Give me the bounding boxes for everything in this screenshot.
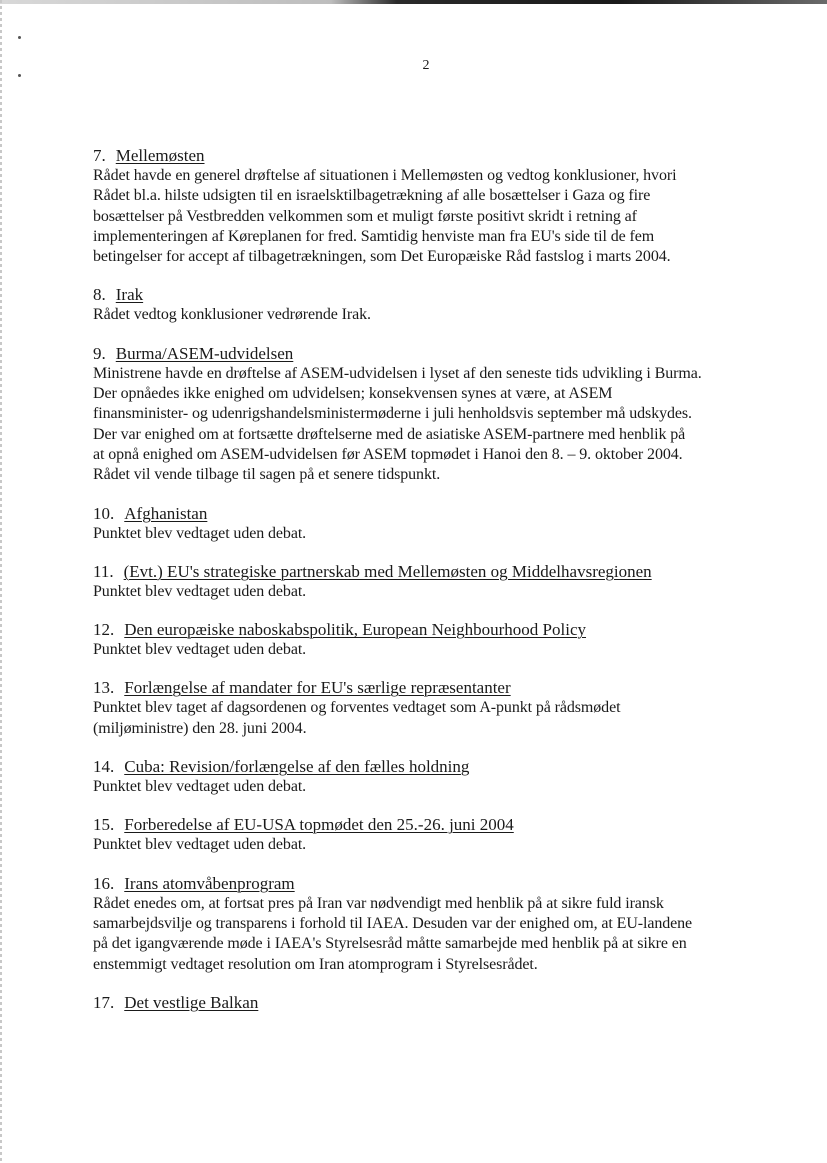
agenda-item-heading — [93, 815, 773, 835]
text-line: Punktet blev vedtaget uden debat. — [93, 836, 307, 854]
text-line: (miljøministre) den 28. juni 2004. — [93, 719, 307, 737]
agenda-item-title: Forberedelse af EU-USA topmødet den 25.-26. juni 2004 — [124, 815, 514, 835]
text-line: Der var enighed om at fortsætte drøftelserne med de asiatiske ASEM-partnere med henblik på — [93, 425, 686, 443]
document-body — [93, 146, 773, 1031]
agenda-item-number: 8. — [93, 285, 106, 305]
agenda-item-text — [93, 582, 773, 602]
agenda-item-text — [93, 894, 773, 975]
text-line: finansminister- og udenrigshandelsministermøderne i juli henholdsvis september må udskydes. — [93, 405, 692, 423]
agenda-item-text — [93, 698, 773, 739]
agenda-item-heading — [93, 993, 773, 1013]
agenda-item — [93, 562, 773, 602]
agenda-item-heading — [93, 562, 773, 582]
agenda-item-title: Irans atomvåbenprogram — [124, 873, 295, 893]
agenda-item-text — [93, 835, 773, 855]
agenda-item-title: Forlængelse af mandater for EU's særlige repræsentanter — [124, 678, 511, 698]
text-line: enstemmigt vedtaget resolution om Iran atomprogram i Styrelsesrådet. — [93, 955, 538, 973]
agenda-item-number: 9. — [93, 343, 106, 363]
text-line: Punktet blev vedtaget uden debat. — [93, 778, 307, 796]
agenda-item-title: Den europæiske naboskabspolitik, European Neighbourhood Policy — [124, 620, 587, 640]
agenda-item-number: 14. — [93, 757, 115, 777]
scan-speck — [18, 74, 21, 77]
text-line: implementeringen af Køreplanen for fred. Samtidig henviste man fra EU's side til de fem — [93, 227, 655, 245]
text-line: Punktet blev vedtaget uden debat. — [93, 582, 307, 600]
text-line: på det igangværende møde i IAEA's Styrelsesråd måtte samarbejde med henblik på at sikre en — [93, 935, 687, 953]
agenda-item-number: 17. — [93, 992, 115, 1012]
agenda-item-text — [93, 524, 773, 544]
agenda-item-number: 12. — [93, 620, 115, 640]
agenda-item-number: 11. — [93, 561, 114, 581]
scan-speck — [18, 36, 21, 39]
text-line: Rådet bl.a. hilste udsigten til en israelsktilbagetrækning af alle bosættelser i Gaza og fire — [93, 187, 651, 205]
agenda-item-title: Irak — [115, 285, 144, 305]
text-line: Punktet blev taget af dagsordenen og forventes vedtaget som A-punkt på rådsmødet — [93, 699, 621, 717]
agenda-item-title: Mellemøsten — [115, 146, 205, 165]
text-line: at opnå enighed om ASEM-udvidelsen før ASEM topmødet i Hanoi den 8. – 9. oktober 2004. — [93, 445, 683, 463]
agenda-item — [93, 285, 773, 325]
text-line: Rådet enedes om, at fortsat pres på Iran var nødvendigt med henblik på at sikre fuld iransk — [93, 894, 664, 912]
agenda-item — [93, 504, 773, 544]
agenda-item — [93, 146, 773, 267]
agenda-item-heading — [93, 285, 773, 305]
agenda-item-number: 16. — [93, 873, 115, 893]
agenda-item-heading — [93, 344, 773, 364]
agenda-item-heading — [93, 504, 773, 524]
text-line: Der opnåedes ikke enighed om udvidelsen; konsekvensen synes at være, at ASEM — [93, 385, 613, 403]
text-line: bosættelser på Vestbredden velkommen som et muligt første positivt skridt i retning af — [93, 207, 637, 225]
agenda-item-title: Det vestlige Balkan — [124, 992, 259, 1012]
agenda-item-title: Afghanistan — [124, 503, 208, 523]
scan-top-edge — [0, 0, 827, 4]
agenda-item-text — [93, 364, 773, 486]
agenda-item-heading — [93, 678, 773, 698]
agenda-item — [93, 757, 773, 797]
agenda-item-text — [93, 640, 773, 660]
agenda-item-text — [93, 777, 773, 797]
scan-left-edge — [0, 0, 2, 1163]
agenda-item-number: 10. — [93, 503, 115, 523]
agenda-item-title: Cuba: Revision/forlængelse af den fælles holdning — [124, 757, 470, 777]
agenda-item-number: 15. — [93, 815, 115, 835]
agenda-item-text — [93, 305, 773, 325]
agenda-item-title: Burma/ASEM-udvidelsen — [115, 343, 294, 363]
agenda-item-heading — [93, 757, 773, 777]
text-line: Punktet blev vedtaget uden debat. — [93, 524, 307, 542]
agenda-item-title: (Evt.) EU's strategiske partnerskab med Mellemøsten og Middelhavsregionen — [123, 561, 652, 581]
agenda-item — [93, 815, 773, 855]
agenda-item-heading — [93, 874, 773, 894]
agenda-item — [93, 620, 773, 660]
text-line: Rådet vedtog konklusioner vedrørende Irak. — [93, 306, 371, 324]
text-line: Rådet vil vende tilbage til sagen på et senere tidspunkt. — [93, 466, 441, 484]
text-line: Rådet havde en generel drøftelse af situationen i Mellemøsten og vedtog konklusioner, hvori — [93, 167, 677, 184]
agenda-item — [93, 874, 773, 975]
text-line: Ministrene havde en drøftelse af ASEM-udvidelsen i lyset af den seneste tids udvikling i Burma. — [93, 364, 702, 382]
page-number: 2 — [422, 58, 430, 73]
text-line: betingelser for accept af tilbagetrækningen, som Det Europæiske Råd fastslog i marts 2004. — [93, 248, 671, 266]
agenda-item-text — [93, 166, 773, 267]
agenda-item-heading — [93, 620, 773, 640]
agenda-item — [93, 993, 773, 1013]
agenda-item-heading — [93, 146, 773, 166]
text-line: samarbejdsvilje og transparens i forhold til IAEA. Desuden var der enighed om, at EU-landene — [93, 914, 693, 932]
agenda-item — [93, 344, 773, 486]
agenda-item-number: 13. — [93, 678, 115, 698]
agenda-item-number: 7. — [93, 146, 106, 165]
text-line: Punktet blev vedtaget uden debat. — [93, 641, 307, 659]
agenda-item — [93, 678, 773, 739]
